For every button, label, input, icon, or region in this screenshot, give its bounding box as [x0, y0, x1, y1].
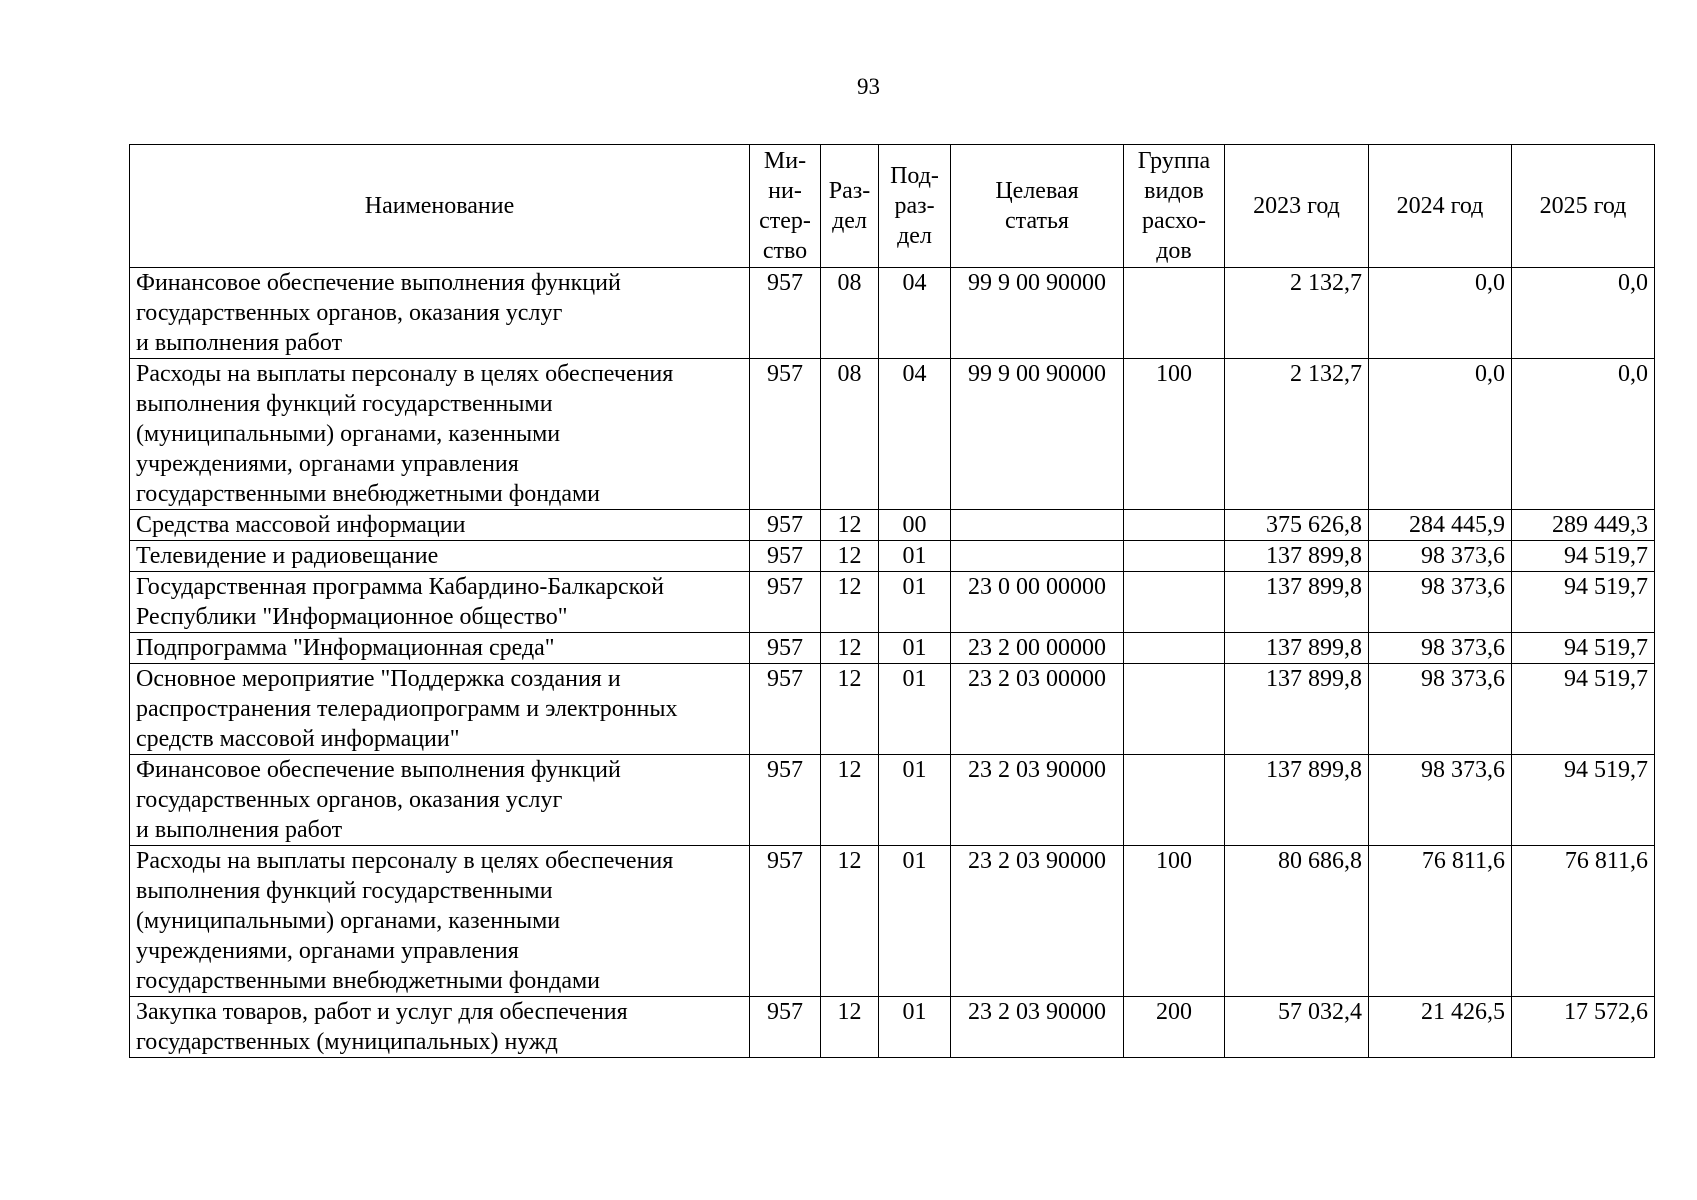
- cell-ministry: 957: [750, 997, 821, 1058]
- cell-subsection: 01: [879, 755, 951, 846]
- cell-name: [130, 846, 750, 997]
- table-row: [130, 846, 1655, 997]
- cell-target: [951, 541, 1124, 572]
- cell-2024: 98 373,6: [1369, 633, 1512, 664]
- cell-2023: 2 132,7: [1225, 359, 1369, 510]
- cell-subsection: 01: [879, 997, 951, 1058]
- cell-section: 08: [821, 268, 879, 359]
- header-target: Целевая статья: [951, 145, 1124, 268]
- cell-ministry: 957: [750, 541, 821, 572]
- cell-name-line: Подпрограмма "Информационная среда": [136, 635, 555, 661]
- cell-name-line: учреждениями, органами управления: [136, 938, 519, 964]
- cell-name-line: Расходы на выплаты персоналу в целях обеспечения: [136, 361, 674, 387]
- cell-target: 23 2 03 90000: [951, 997, 1124, 1058]
- header-2023: 2023 год: [1225, 145, 1369, 268]
- cell-target: 23 2 03 90000: [951, 846, 1124, 997]
- cell-name-line: Основное мероприятие "Поддержка создания и: [136, 666, 621, 692]
- cell-section: 12: [821, 664, 879, 755]
- cell-name-line: государственных (муниципальных) нужд: [136, 1029, 558, 1055]
- cell-ministry: 957: [750, 268, 821, 359]
- header-2025: 2025 год: [1512, 145, 1655, 268]
- table-row: [130, 268, 1655, 359]
- cell-target: 23 0 00 00000: [951, 572, 1124, 633]
- cell-2025: 0,0: [1512, 359, 1655, 510]
- cell-section: 12: [821, 510, 879, 541]
- table-row: [130, 510, 1655, 541]
- cell-group: [1124, 755, 1225, 846]
- cell-2023: 375 626,8: [1225, 510, 1369, 541]
- cell-name-line: учреждениями, органами управления: [136, 451, 519, 477]
- cell-2025: 289 449,3: [1512, 510, 1655, 541]
- cell-ministry: 957: [750, 359, 821, 510]
- header-2024: 2024 год: [1369, 145, 1512, 268]
- cell-2024: 0,0: [1369, 268, 1512, 359]
- cell-section: 12: [821, 541, 879, 572]
- cell-section: 12: [821, 997, 879, 1058]
- table-header-row: [130, 145, 1655, 268]
- cell-target: 23 2 00 00000: [951, 633, 1124, 664]
- cell-2024: 284 445,9: [1369, 510, 1512, 541]
- table-row: [130, 633, 1655, 664]
- cell-2025: 94 519,7: [1512, 541, 1655, 572]
- cell-2023: 2 132,7: [1225, 268, 1369, 359]
- cell-target: 99 9 00 90000: [951, 268, 1124, 359]
- cell-2024: 76 811,6: [1369, 846, 1512, 997]
- cell-2025: 17 572,6: [1512, 997, 1655, 1058]
- header-section: Раз- дел: [821, 145, 879, 268]
- header-name: Наименование: [130, 145, 750, 268]
- cell-name: [130, 268, 750, 359]
- cell-group: 200: [1124, 997, 1225, 1058]
- cell-name: [130, 572, 750, 633]
- cell-name-line: выполнения функций государственными: [136, 391, 553, 417]
- cell-name-line: государственных органов, оказания услуг: [136, 300, 563, 326]
- cell-2023: 137 899,8: [1225, 755, 1369, 846]
- cell-name: [130, 541, 750, 572]
- cell-name-line: и выполнения работ: [136, 330, 343, 356]
- cell-name-line: государственных органов, оказания услуг: [136, 787, 563, 813]
- cell-name-line: Закупка товаров, работ и услуг для обеспечения: [136, 999, 628, 1025]
- cell-2024: 98 373,6: [1369, 541, 1512, 572]
- cell-2023: 57 032,4: [1225, 997, 1369, 1058]
- cell-group: [1124, 633, 1225, 664]
- cell-2025: 94 519,7: [1512, 572, 1655, 633]
- budget-table: [129, 144, 1655, 1058]
- cell-ministry: 957: [750, 664, 821, 755]
- cell-name-line: государственными внебюджетными фондами: [136, 481, 601, 507]
- cell-ministry: 957: [750, 633, 821, 664]
- cell-section: 12: [821, 572, 879, 633]
- cell-group: [1124, 268, 1225, 359]
- cell-2024: 0,0: [1369, 359, 1512, 510]
- cell-target: 23 2 03 00000: [951, 664, 1124, 755]
- cell-name-line: и выполнения работ: [136, 817, 343, 843]
- cell-name: [130, 510, 750, 541]
- table-row: [130, 997, 1655, 1058]
- cell-group: [1124, 510, 1225, 541]
- cell-name-line: Государственная программа Кабардино-Балкарской: [136, 574, 664, 600]
- cell-target: [951, 510, 1124, 541]
- cell-section: 12: [821, 755, 879, 846]
- cell-group: [1124, 572, 1225, 633]
- table-row: [130, 359, 1655, 510]
- cell-subsection: 04: [879, 268, 951, 359]
- cell-target: 23 2 03 90000: [951, 755, 1124, 846]
- cell-subsection: 01: [879, 572, 951, 633]
- cell-name-line: Финансовое обеспечение выполнения функций: [136, 757, 621, 783]
- cell-subsection: 01: [879, 541, 951, 572]
- cell-target: 99 9 00 90000: [951, 359, 1124, 510]
- page-number: 93: [857, 74, 880, 99]
- cell-name-line: выполнения функций государственными: [136, 878, 553, 904]
- cell-section: 12: [821, 846, 879, 997]
- cell-2024: 98 373,6: [1369, 572, 1512, 633]
- cell-name: [130, 755, 750, 846]
- table-row: [130, 572, 1655, 633]
- header-ministry: Ми- ни- стер- ство: [750, 145, 821, 268]
- cell-subsection: 01: [879, 846, 951, 997]
- cell-2025: 94 519,7: [1512, 755, 1655, 846]
- cell-group: 100: [1124, 846, 1225, 997]
- table-row: [130, 664, 1655, 755]
- cell-group: 100: [1124, 359, 1225, 510]
- cell-2025: 94 519,7: [1512, 633, 1655, 664]
- cell-section: 12: [821, 633, 879, 664]
- cell-group: [1124, 541, 1225, 572]
- table-row: [130, 755, 1655, 846]
- cell-name: [130, 997, 750, 1058]
- cell-ministry: 957: [750, 846, 821, 997]
- cell-subsection: 00: [879, 510, 951, 541]
- cell-name-line: государственными внебюджетными фондами: [136, 968, 601, 994]
- cell-name-line: распространения телерадиопрограмм и электронных: [136, 696, 678, 722]
- cell-name-line: Республики "Информационное общество": [136, 604, 568, 630]
- cell-2025: 94 519,7: [1512, 664, 1655, 755]
- cell-name-line: Расходы на выплаты персоналу в целях обеспечения: [136, 848, 674, 874]
- cell-name: [130, 633, 750, 664]
- cell-name-line: средств массовой информации": [136, 726, 460, 752]
- cell-name-line: Средства массовой информации: [136, 512, 466, 538]
- cell-ministry: 957: [750, 510, 821, 541]
- cell-name-line: Финансовое обеспечение выполнения функций: [136, 270, 621, 296]
- cell-subsection: 01: [879, 664, 951, 755]
- cell-2024: 98 373,6: [1369, 755, 1512, 846]
- cell-2023: 80 686,8: [1225, 846, 1369, 997]
- header-subsection: Под- раз- дел: [879, 145, 951, 268]
- cell-2023: 137 899,8: [1225, 572, 1369, 633]
- table-body: [130, 268, 1655, 1058]
- cell-2023: 137 899,8: [1225, 664, 1369, 755]
- cell-2024: 98 373,6: [1369, 664, 1512, 755]
- cell-ministry: 957: [750, 755, 821, 846]
- cell-2025: 0,0: [1512, 268, 1655, 359]
- cell-group: [1124, 664, 1225, 755]
- cell-2023: 137 899,8: [1225, 541, 1369, 572]
- table-row: [130, 541, 1655, 572]
- cell-subsection: 04: [879, 359, 951, 510]
- cell-name-line: (муниципальными) органами, казенными: [136, 421, 561, 447]
- cell-name-line: Телевидение и радиовещание: [136, 543, 439, 569]
- cell-name-line: (муниципальными) органами, казенными: [136, 908, 561, 934]
- cell-section: 08: [821, 359, 879, 510]
- header-group: Группа видов расхо- дов: [1124, 145, 1225, 268]
- cell-name: [130, 664, 750, 755]
- cell-ministry: 957: [750, 572, 821, 633]
- cell-2024: 21 426,5: [1369, 997, 1512, 1058]
- cell-subsection: 01: [879, 633, 951, 664]
- cell-name: [130, 359, 750, 510]
- cell-2023: 137 899,8: [1225, 633, 1369, 664]
- cell-2025: 76 811,6: [1512, 846, 1655, 997]
